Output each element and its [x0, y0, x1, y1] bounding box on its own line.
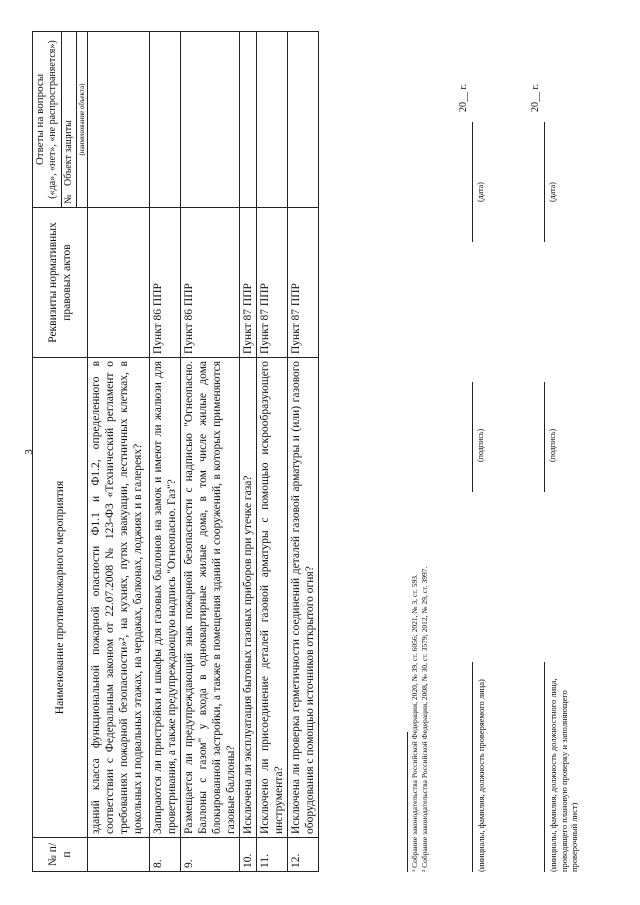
checklist-table [32, 31, 319, 872]
table-row [240, 32, 257, 872]
sig2-name-line [544, 662, 545, 872]
row-num: 8. [150, 838, 181, 872]
sig1-name-caption: (инициалы, фамилия, должность проверяемого лица) [476, 679, 486, 872]
table-row [150, 32, 181, 872]
row-num [88, 838, 150, 872]
row-answer [181, 32, 240, 208]
row-name: Запираются ли пристройки и шкафы для газовых баллонов на замок и имеют ли жалюзи для проветривания, а также предупреждающую надпись "Огнеопасно. Газ"? [150, 358, 181, 838]
header-num: № п/п [33, 838, 88, 872]
header-name: Наименование противопожарного мероприятия [33, 358, 88, 838]
row-requisites: Пункт 87 ППР [288, 208, 319, 358]
table-header-row [33, 32, 62, 872]
row-answer [288, 32, 319, 208]
footnote-rule [407, 732, 408, 872]
row-answer [88, 32, 150, 208]
sig2-year: 20__ г. [530, 84, 541, 112]
row-name: Исключена ли эксплуатация бытовых газовых приборов при утечке газа? [240, 358, 257, 838]
table-row [257, 32, 288, 872]
table-row [288, 32, 319, 872]
row-requisites: Пункт 87 ППР [257, 208, 288, 358]
rotated-page [32, 32, 614, 872]
answers-title: Ответы на вопросы [34, 73, 46, 166]
header-answers [33, 32, 62, 208]
row-requisites: Пункт 87 ППР [240, 208, 257, 358]
row-name: Размещается ли предупреждающий знак пожарной безопасности с надписью "Огнеопасно. Баллоны с газом" у входа в одноквартирные жилые дома, в том числе жилые дома блокированной застройки, а также в помещения зданий и сооружений, в которых применяются газовые баллоны? [181, 358, 240, 838]
row-answer [257, 32, 288, 208]
header-protection-object [61, 32, 76, 208]
sig2-date-line [544, 122, 545, 242]
footnote-2: ² Собрание законодательства Российской Федерации, 2008, № 30, ст. 3579; 2012, № 29, ст. 3997. [419, 566, 429, 872]
row-name: Исключено ли присоединение деталей газовой арматуры с помощью искрообразующего инструмента? [257, 358, 288, 838]
row-requisites [88, 208, 150, 358]
footnotes [410, 567, 430, 872]
table-row [181, 32, 240, 872]
sig1-sign-caption: (подпись) [476, 428, 485, 462]
sig1-year: 20__ г. [458, 84, 469, 112]
sig1-sign-line [472, 382, 473, 492]
answers-options: («да», «нет», «не распространяется») [47, 40, 59, 199]
sig2-sign-line [544, 382, 545, 492]
sig2-sign-caption: (подпись) [548, 428, 557, 462]
row-answer [240, 32, 257, 208]
header-requisites: Реквизиты нормативных правовых актов [33, 208, 88, 358]
row-num: 12. [288, 838, 319, 872]
row-name: Исключена ли проверка герметичности соединений деталей газовой арматуры и (или) газового оборудования с помощью источников открытого огня? [288, 358, 319, 838]
protection-object: Объект защиты [62, 120, 74, 186]
row-num: 10. [240, 838, 257, 872]
sig1-date-caption: (дата) [476, 182, 485, 202]
sig1-date-line [472, 122, 473, 242]
row-name: зданий класса функциональной пожарной опасности Ф1.1 и Ф1.2, определенного в соответствии с Федеральным законом от 22.07.2008 № 123-ФЗ «Технический регламент о требованиях пожарной безопасности»², на кухнях, путях эвакуации, лестничных клетках, в цокольных и подвальных этажах, на чердаках, балконах, лоджиях и в галереях? [88, 358, 150, 838]
page-number: 3 [22, 449, 35, 455]
row-requisites: Пункт 86 ППР [181, 208, 240, 358]
row-requisites: Пункт 86 ППР [150, 208, 181, 358]
object-label: (наименование объекта) [76, 32, 88, 208]
table-row [88, 32, 150, 872]
row-answer [150, 32, 181, 208]
row-num: 11. [257, 838, 288, 872]
row-num: 9. [181, 838, 240, 872]
sig2-date-caption: (дата) [548, 182, 557, 202]
sig2-name-caption: (инициалы, фамилия, должность должностного лица, проводящего плановую проверку и заполняющего проверочный лист) [548, 678, 580, 872]
footnote-1: ¹ Собрание законодательства Российской Федерации, 2020, № 39, ст. 6056; 2021, № 3, ст. 593. [410, 574, 419, 872]
answers-no: № [62, 194, 74, 204]
sig1-name-line [472, 662, 473, 872]
